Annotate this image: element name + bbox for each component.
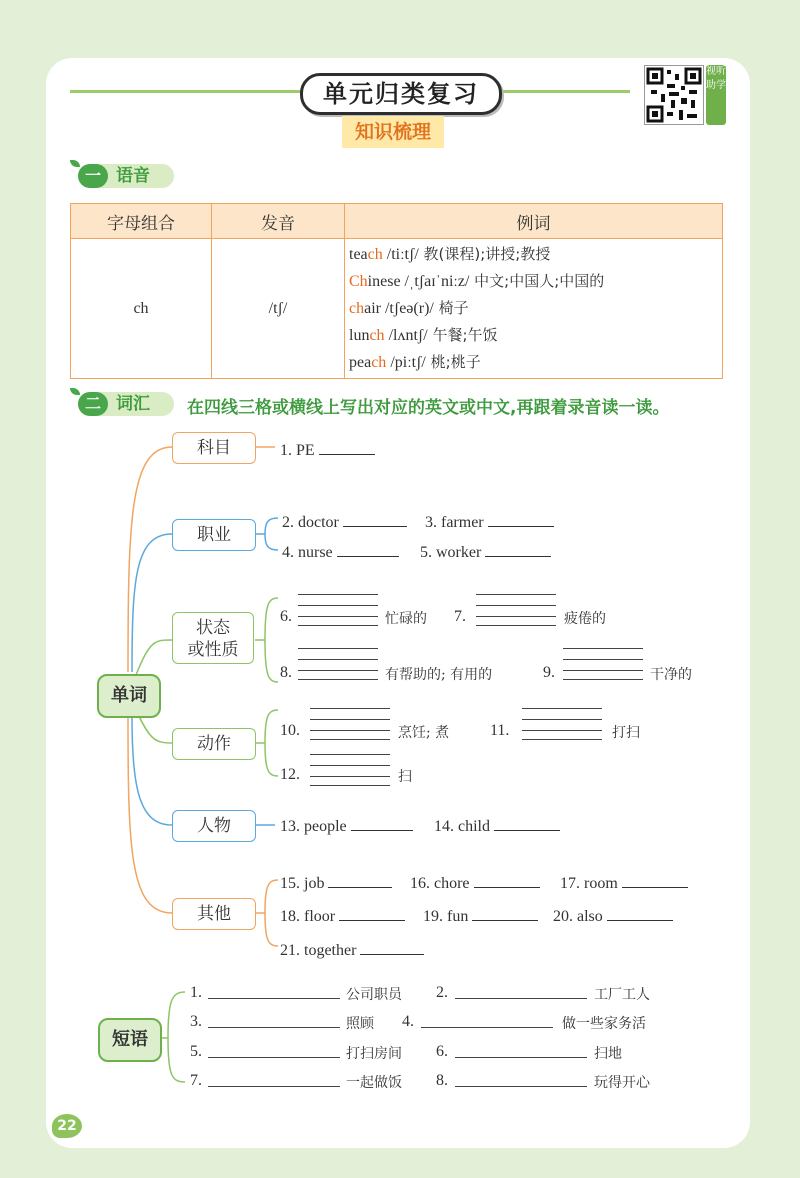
vocab-item: 4. nurse (282, 542, 399, 562)
section-number: 二 (78, 392, 108, 416)
vocab-item-num: 12. (280, 766, 300, 783)
sound: /tʃ/ (212, 239, 345, 379)
example-word: chair /tʃeə(r)/ 椅子 (349, 299, 469, 317)
vocab-item: 21. together (280, 940, 424, 960)
vocab-item: 19. fun (423, 906, 538, 926)
vocab-item: 5. worker (420, 542, 551, 562)
vocab-item-num: 8. (280, 664, 292, 681)
answer-blank[interactable] (319, 440, 375, 455)
chinese-meaning: 玩得开心 (594, 1075, 650, 1091)
answer-blank[interactable] (494, 816, 560, 831)
answer-blank[interactable] (343, 512, 407, 527)
category-people: 人物 (172, 810, 256, 842)
chinese-meaning: 打扫房间 (346, 1046, 402, 1062)
answer-line[interactable] (421, 1027, 553, 1028)
writing-line[interactable] (310, 739, 390, 740)
answer-blank[interactable] (337, 542, 399, 557)
chinese-meaning: 扫 (398, 769, 412, 785)
answer-blank[interactable] (360, 940, 424, 955)
answer-blank[interactable] (622, 873, 688, 888)
phrase-num: 5. (190, 1043, 202, 1060)
section-title: 语音 (116, 166, 150, 186)
writing-line[interactable] (522, 739, 602, 740)
writing-line[interactable] (476, 616, 556, 617)
page-subtitle: 知识梳理 (342, 116, 444, 148)
section-title: 词汇 (116, 394, 150, 414)
phrase-num: 7. (190, 1072, 202, 1089)
writing-line[interactable] (298, 659, 378, 660)
column-header: 发音 (212, 204, 345, 239)
vocab-item: 15. job (280, 873, 392, 893)
answer-blank[interactable] (472, 906, 538, 921)
vocab-item: 17. room (560, 873, 688, 893)
answer-line[interactable] (208, 998, 340, 999)
chinese-meaning: 疲倦的 (564, 611, 606, 627)
category-state (172, 612, 254, 664)
chinese-meaning: 有帮助的; 有用的 (385, 667, 493, 683)
example-word: teach /tiːtʃ/ 教(课程);讲授;教授 (349, 245, 551, 263)
root-node-phrases: 短语 (98, 1018, 162, 1062)
writing-line[interactable] (310, 776, 390, 777)
answer-blank[interactable] (485, 542, 551, 557)
vocab-item: 1. PE (280, 440, 375, 460)
chinese-meaning: 打扫 (612, 725, 640, 741)
vocab-item: 3. farmer (425, 512, 554, 532)
category-state-line2: 或性质 (187, 640, 239, 660)
root-node-words: 单词 (97, 674, 161, 718)
writing-line[interactable] (310, 765, 390, 766)
answer-line[interactable] (208, 1057, 340, 1058)
phrase-num: 3. (190, 1013, 202, 1030)
phrase-num: 8. (436, 1072, 448, 1089)
vocab-item-num: 9. (543, 664, 555, 681)
phrase-num: 4. (402, 1013, 414, 1030)
vocab-item-num: 10. (280, 722, 300, 739)
category-other: 其他 (172, 898, 256, 930)
chinese-meaning: 干净的 (650, 667, 692, 683)
answer-line[interactable] (208, 1027, 340, 1028)
writing-line[interactable] (298, 625, 378, 626)
chinese-meaning: 忙碌的 (385, 611, 427, 627)
section-number: 一 (78, 164, 108, 188)
answer-blank[interactable] (328, 873, 392, 888)
category-job: 职业 (172, 519, 256, 551)
answer-blank[interactable] (351, 816, 413, 831)
qr-label: 视听助学 (706, 65, 726, 125)
writing-line[interactable] (310, 708, 390, 709)
vocab-item-num: 11. (490, 722, 510, 739)
chinese-meaning: 扫地 (594, 1046, 622, 1062)
column-header: 字母组合 (71, 204, 212, 239)
writing-line[interactable] (298, 648, 378, 649)
writing-line[interactable] (310, 785, 390, 786)
letter-combo: ch (71, 239, 212, 379)
category-state-line1: 状态 (196, 618, 230, 638)
answer-line[interactable] (455, 998, 587, 999)
category-action: 动作 (172, 728, 256, 760)
writing-line[interactable] (563, 670, 643, 671)
writing-line[interactable] (298, 594, 378, 595)
column-header: 例词 (345, 204, 723, 239)
chinese-meaning: 照顾 (346, 1016, 374, 1032)
vocab-item: 14. child (434, 816, 560, 836)
category-subject: 科目 (172, 432, 256, 464)
chinese-meaning: 一起做饭 (346, 1075, 402, 1091)
answer-line[interactable] (455, 1057, 587, 1058)
writing-line[interactable] (298, 616, 378, 617)
writing-line[interactable] (298, 605, 378, 606)
example-word: lunch /lʌntʃ/ 午餐;午饭 (349, 326, 498, 344)
page-number: 22 (52, 1114, 82, 1138)
writing-line[interactable] (310, 719, 390, 720)
writing-line[interactable] (298, 679, 378, 680)
instruction-text: 在四线三格或横线上写出对应的英文或中文,再跟着录音读一读。 (187, 398, 670, 418)
answer-line[interactable] (208, 1086, 340, 1087)
writing-line[interactable] (522, 730, 602, 731)
answer-blank[interactable] (488, 512, 554, 527)
vocab-item-num: 6. (280, 608, 292, 625)
chinese-meaning: 工厂工人 (594, 987, 650, 1003)
writing-line[interactable] (563, 659, 643, 660)
vocab-item: 2. doctor (282, 512, 407, 532)
example-word: peach /piːtʃ/ 桃;桃子 (349, 353, 481, 371)
example-word: Chinese /ˌtʃaɪˈniːz/ 中文;中国人;中国的 (349, 272, 605, 290)
writing-line[interactable] (310, 730, 390, 731)
chinese-meaning: 做一些家务活 (562, 1016, 646, 1032)
writing-line[interactable] (522, 708, 602, 709)
writing-line[interactable] (310, 754, 390, 755)
writing-line[interactable] (522, 719, 602, 720)
answer-blank[interactable] (607, 906, 673, 921)
vocab-item: 16. chore (410, 873, 540, 893)
vocab-item: 18. floor (280, 906, 405, 926)
answer-blank[interactable] (474, 873, 540, 888)
answer-blank[interactable] (339, 906, 405, 921)
vocab-item-num: 7. (454, 608, 466, 625)
writing-line[interactable] (476, 605, 556, 606)
phrase-num: 1. (190, 984, 202, 1001)
writing-line[interactable] (298, 670, 378, 671)
page-title: 单元归类复习 (300, 73, 502, 115)
writing-line[interactable] (476, 625, 556, 626)
writing-line[interactable] (563, 679, 643, 680)
writing-line[interactable] (476, 594, 556, 595)
chinese-meaning: 公司职员 (346, 987, 402, 1003)
phrase-num: 2. (436, 984, 448, 1001)
writing-line[interactable] (563, 648, 643, 649)
vocab-item: 20. also (553, 906, 673, 926)
answer-line[interactable] (455, 1086, 587, 1087)
phrase-num: 6. (436, 1043, 448, 1060)
vocab-item: 13. people (280, 816, 413, 836)
chinese-meaning: 烹饪; 煮 (398, 725, 450, 741)
